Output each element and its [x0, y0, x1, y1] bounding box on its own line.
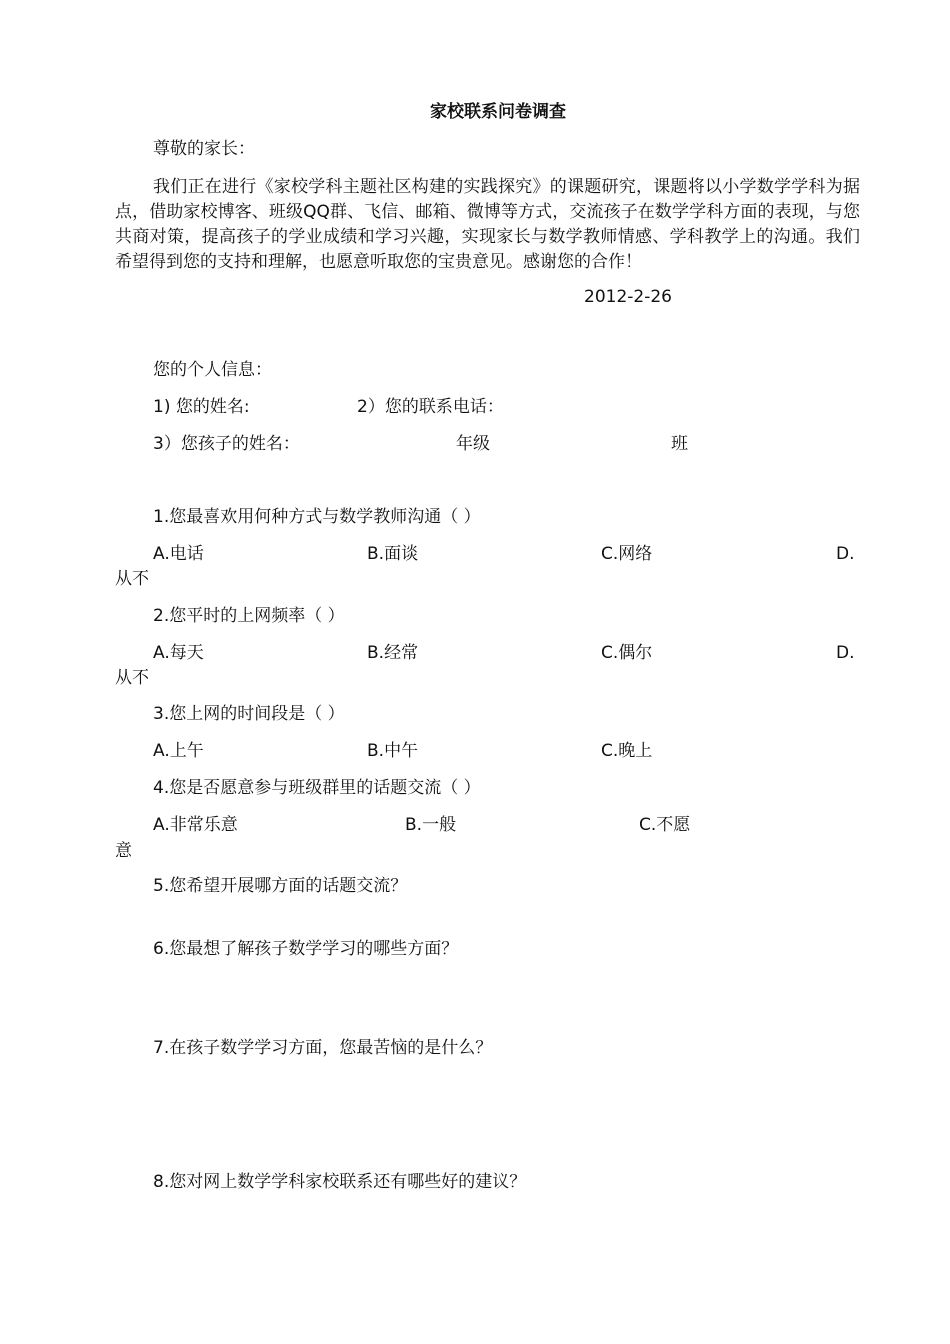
- question-5: 5.您希望开展哪方面的话题交流？: [153, 876, 408, 896]
- page-title: 家校联系问卷调查: [430, 102, 566, 122]
- question-text: 2.您平时的上网频率（ ）: [153, 606, 345, 626]
- child-name-label: 3）您孩子的姓名：: [153, 434, 300, 454]
- option-c: C.不愿: [639, 815, 691, 835]
- option-a: A.上午: [153, 741, 204, 761]
- question-6: 6.您最想了解孩子数学学习的哪些方面？: [153, 939, 459, 959]
- option-d: D.: [836, 643, 855, 663]
- option-c: C.网络: [601, 544, 653, 564]
- question-text: 4.您是否愿意参与班级群里的话题交流（ ）: [153, 778, 481, 798]
- name-label: 1) 您的姓名:: [153, 397, 250, 417]
- option-a: A.每天: [153, 643, 204, 663]
- question-7: 7.在孩子数学学习方面，您最苦恼的是什么？: [153, 1038, 493, 1058]
- personal-info-heading: 您的个人信息：: [153, 360, 272, 380]
- question-8: 8.您对网上数学学科家校联系还有哪些好的建议？: [153, 1172, 527, 1192]
- option-d-wrap: 从不: [115, 668, 149, 688]
- option-a: A.非常乐意: [153, 815, 238, 835]
- option-c: C.晚上: [601, 741, 653, 761]
- class-label: 班: [671, 434, 688, 454]
- option-b: B.中午: [367, 741, 419, 761]
- option-c-wrap: 意: [115, 841, 132, 861]
- date: 2012-2-26: [584, 287, 672, 307]
- option-b: B.经常: [367, 643, 419, 663]
- greeting: 尊敬的家长：: [153, 139, 255, 159]
- question-text: 3.您上网的时间段是（ ）: [153, 704, 345, 724]
- option-b: B.一般: [405, 815, 457, 835]
- option-b: B.面谈: [367, 544, 419, 564]
- intro-paragraph: 我们正在进行《家校学科主题社区构建的实践探究》的课题研究，课题将以小学数学学科为据点，借助家校博客、班级QQ群、飞信、邮箱、微博等方式，交流孩子在数学学科方面的表现，与您共商对策，提高孩子的学业成绩和学习兴趣，实现家长与数学教师情感、学科教学上的沟通。我们希望得到您的支持和理解，也愿意听取您的宝贵意见。感谢您的合作！: [115, 177, 860, 272]
- option-d: D.: [836, 544, 855, 564]
- option-c: C.偶尔: [601, 643, 653, 663]
- option-a: A.电话: [153, 544, 204, 564]
- option-d-wrap: 从不: [115, 569, 149, 589]
- question-text: 1.您最喜欢用何种方式与数学教师沟通（ ）: [153, 507, 481, 527]
- grade-label: 年级: [456, 434, 490, 454]
- phone-label: 2）您的联系电话：: [357, 397, 504, 417]
